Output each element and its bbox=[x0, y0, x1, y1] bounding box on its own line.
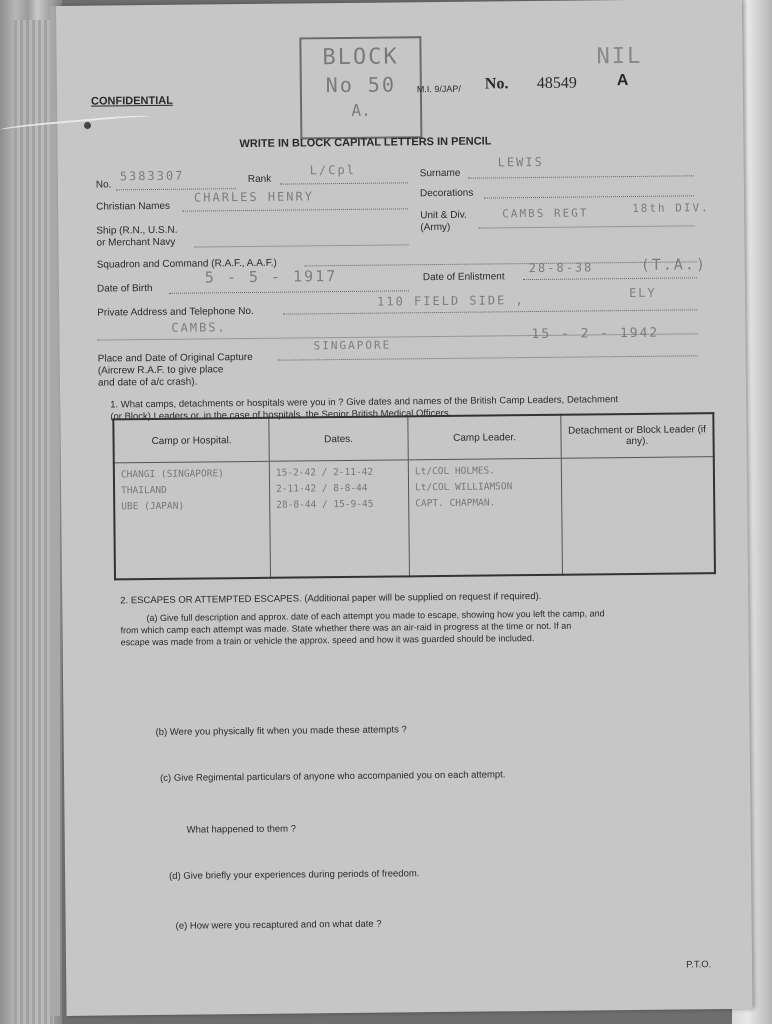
leader-cell: CAPT. CHAPMAN. bbox=[415, 497, 496, 510]
binder-strip bbox=[14, 20, 54, 1024]
question-2b: (b) Were you physically fit when you made these attempts ? bbox=[155, 724, 407, 738]
col-detachment-header: Detachment or Block Leader (if any). bbox=[561, 413, 714, 458]
stamp-block: BLOCK bbox=[322, 44, 399, 71]
question-1-line-2: (or Block) Leaders or, in the case of hospitals, the Senior British Medical Officers. bbox=[110, 407, 452, 423]
stamp-letter: A. bbox=[351, 100, 371, 120]
confidential-label: CONFIDENTIAL bbox=[90, 94, 173, 108]
question-1-line-1: 1. What camps, detachments or hospitals were you in ? Give dates and names of the British Camp Leaders, Detachment bbox=[110, 394, 619, 411]
question-2a-line-2: from which camp each attempt was made. State whether there was an air-raid in progress at the time or not. If an bbox=[120, 620, 572, 636]
unit-value: CAMBS REGT bbox=[502, 206, 589, 221]
unit-label-2: (Army) bbox=[420, 221, 451, 234]
number-label: No. bbox=[484, 75, 509, 93]
camp-cell: THAILAND bbox=[121, 484, 167, 497]
service-no-value: 5383307 bbox=[119, 168, 185, 184]
block-stamp bbox=[299, 36, 422, 139]
dates-cell: 15-2-42 / 2-11-42 bbox=[275, 466, 374, 479]
rank-label: Rank bbox=[247, 173, 272, 186]
ship-label-2: or Merchant Navy bbox=[96, 236, 176, 249]
service-no-label: No. bbox=[95, 179, 112, 191]
christian-names-value: CHARLES HENRY bbox=[193, 189, 315, 205]
question-2-title: 2. ESCAPES OR ATTEMPTED ESCAPES. (Additional paper will be supplied on request if required). bbox=[120, 590, 542, 607]
col-camp-header: Camp or Hospital. bbox=[113, 418, 269, 463]
address-county: CAMBS. bbox=[171, 320, 227, 335]
corner-note: NIL bbox=[596, 43, 643, 70]
table-row bbox=[114, 457, 715, 580]
capture-place: SINGAPORE bbox=[313, 338, 392, 353]
table-header-row bbox=[113, 413, 713, 463]
question-2e: (e) How were you recaptured and on what date ? bbox=[175, 918, 382, 932]
reference-code: M.I. 9/JAP/ bbox=[416, 83, 461, 95]
file-letter: A bbox=[616, 72, 629, 90]
christian-names-label: Christian Names bbox=[96, 200, 171, 213]
squadron-label: Squadron and Command (R.A.F., A.A.F.) bbox=[96, 257, 277, 271]
territorial-army-value: (T.A.) bbox=[640, 255, 708, 274]
detachment-cell bbox=[568, 461, 707, 462]
dob-label: Date of Birth bbox=[96, 283, 153, 295]
address-town: ELY bbox=[628, 285, 657, 301]
enlistment-value: 28-8-38 bbox=[528, 260, 594, 276]
camps-table bbox=[112, 412, 716, 580]
address-value: 110 FIELD SIDE , bbox=[377, 293, 525, 309]
surname-label: Surname bbox=[419, 167, 461, 180]
capture-label-1: Place and Date of Original Capture bbox=[97, 351, 253, 365]
punch-hole bbox=[84, 122, 91, 129]
unit-label-1: Unit & Div. bbox=[420, 209, 467, 222]
surname-value: LEWIS bbox=[497, 154, 544, 170]
page-turn-over: P.T.O. bbox=[686, 959, 712, 971]
col-leader-header: Camp Leader. bbox=[408, 415, 561, 460]
dates-cell: 2-11-42 / 8-8-44 bbox=[276, 482, 368, 495]
rank-value: L/Cpl bbox=[309, 162, 356, 178]
decorations-label: Decorations bbox=[419, 187, 474, 200]
enlistment-label: Date of Enlistment bbox=[422, 271, 505, 284]
question-2a-line-3: escape was made from a train or vehicle the approx. speed and how it was guarded should be included. bbox=[120, 633, 535, 648]
question-2a-line-1: (a) Give full description and approx. date of each attempt you made to escape, showing how you left the camp, and bbox=[146, 608, 605, 624]
question-2d: (d) Give briefly your experiences during periods of freedom. bbox=[169, 868, 420, 882]
question-2c: (c) Give Regimental particulars of anyone who accompanied you on each attempt. bbox=[160, 769, 506, 784]
leader-cell: Lt/COL HOLMES. bbox=[414, 465, 496, 478]
leader-cell: Lt/COL WILLIAMSON bbox=[415, 481, 513, 494]
form-page bbox=[56, 0, 753, 1016]
col-dates-header: Dates. bbox=[269, 416, 408, 461]
stamp-number: No 50 bbox=[325, 72, 397, 98]
ship-label-1: Ship (R.N., U.S.N. bbox=[96, 224, 178, 237]
address-label: Private Address and Telephone No. bbox=[97, 305, 254, 319]
division-value: 18th DIV. bbox=[632, 201, 710, 215]
capture-label-2: (Aircrew R.A.F. to give place bbox=[97, 364, 224, 377]
capture-label-3: and date of a/c crash). bbox=[97, 376, 198, 389]
instruction-heading: WRITE IN BLOCK CAPITAL LETTERS IN PENCIL bbox=[239, 135, 492, 151]
dates-cell: 28-8-44 / 15-9-45 bbox=[276, 498, 374, 511]
capture-date: 15 - 2 - 1942 bbox=[531, 325, 660, 343]
file-number: 48549 bbox=[536, 74, 577, 92]
dob-value: 5 - 5 - 1917 bbox=[204, 267, 338, 287]
question-2c-followup: What happened to them ? bbox=[186, 823, 297, 836]
camp-cell: UBE (JAPAN) bbox=[121, 500, 185, 513]
camp-cell: CHANGI (SINGAPORE) bbox=[120, 468, 224, 481]
